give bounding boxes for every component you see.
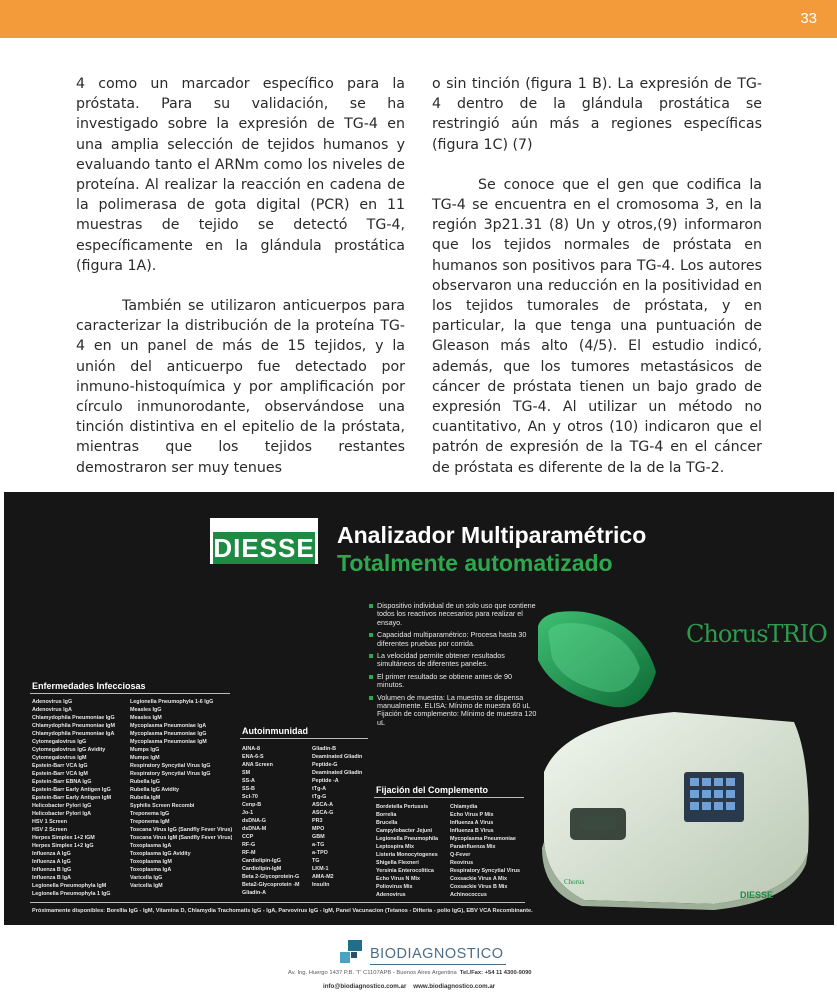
paragraph: o sin tinción (figura 1 B). La expresión de TG-4 dentro de la glándula prostática se restringió aún más a regiones específicas (figura 1C) (7) xyxy=(432,76,762,153)
test-item: Influenza A IgG xyxy=(32,859,71,865)
test-item: Influenza A Virus xyxy=(450,820,494,826)
analyzer-image xyxy=(524,602,814,912)
test-item: Mycoplasma Pneumoniae IgG xyxy=(130,731,207,737)
divider xyxy=(374,797,524,798)
test-item: Campylobacter Jejuni xyxy=(376,828,433,834)
test-item: Cardiolipin-IgM xyxy=(242,866,282,872)
test-item: MPO xyxy=(312,826,325,832)
test-item: Legionella Pneumophyla 1-6 IgG xyxy=(130,699,214,705)
divider xyxy=(30,693,230,694)
test-item: GBM xyxy=(312,834,325,840)
section-title-autoinmunidad: Autoinmunidad xyxy=(242,726,308,736)
test-item: SM xyxy=(242,770,251,776)
test-item: Yersinia Enterocolitica xyxy=(376,868,434,874)
test-item: AMA-M2 xyxy=(312,874,334,880)
feature-list xyxy=(369,602,539,731)
test-item: Treponema IgM xyxy=(130,819,170,825)
header-bar xyxy=(0,0,837,38)
test-item: TG xyxy=(312,858,320,864)
fijacion-list xyxy=(376,803,546,899)
test-item: Rubella IgG xyxy=(130,779,160,785)
test-item: Gliadin-B xyxy=(312,746,336,752)
test-item: Legionella Pneumophyla IgM xyxy=(32,883,107,889)
paragraph: Se conoce que el gen que codifica la TG-4 se encuentra en el cromosoma 3, en la región 3p21.31 (8) Un y otros,(9) informaron que los tejidos normales de próstata en humanos son positivos para TG-4. Los autores observaron una reducción en la positividad en los tejidos tumorales de próstata, y en particular, la que tenga una puntuación de Gleason más alto (4/5). El estudio indicó, además, que los tumores metastásicos de cáncer de próstata tienen un bajo grado de expresión TG-4. Al utilizar un método no cuantitativo, An y otros (10) indicaron que el patrón de expresión de la TG-4 en el cáncer de próstata es diferente de la de la TG-2. xyxy=(432,176,762,476)
test-item xyxy=(130,890,232,898)
test-item: Chlamydia xyxy=(450,804,478,810)
test-item: AINA-8 xyxy=(242,746,260,752)
test-item: Peptide-G xyxy=(312,762,338,768)
test-item: Adenovirus IgG xyxy=(32,699,73,705)
test-item: Cytomegalovirus IgG xyxy=(32,739,87,745)
test-item: Shigella Flexneri xyxy=(376,860,419,866)
test-item: Helicobacter Pylori IgG xyxy=(32,803,92,809)
address-text: Av. Ing. Huergo 1437 P.B. "I" C1107APB - Buenos Aires Argentina xyxy=(288,970,457,976)
website-link[interactable]: www.biodiagnostico.com.ar xyxy=(413,983,496,990)
test-item: Cenp-B xyxy=(242,802,262,808)
test-item: Respiratory Syncytial Virus IgG xyxy=(130,763,211,769)
test-item: Deaminated Gliadin xyxy=(312,754,363,760)
autoinmunidad-list xyxy=(242,745,368,897)
test-item: Bordetella Pertussis xyxy=(376,804,429,810)
brand-name: BIODIAGNOSTICO xyxy=(370,946,504,962)
test-item: Epstein-Barr Early Antigen IgM xyxy=(32,795,112,801)
test-item: Borrelia xyxy=(376,812,397,818)
test-item xyxy=(312,889,368,897)
test-item: Influenza B IgG xyxy=(32,867,72,873)
test-item: Epstein-Barr Early Antigen IgG xyxy=(32,787,111,793)
test-item: Legionella Pneumophila xyxy=(376,836,439,842)
test-item: SS-B xyxy=(242,786,255,792)
test-item: Epstein-Barr VCA IgG xyxy=(32,763,88,769)
infecciosas-list xyxy=(32,698,232,898)
divider xyxy=(370,964,506,965)
feature-item: La velocidad permite obtener resultados simultáneos de diferentes paneles. xyxy=(369,652,539,669)
test-item: Influenza B Virus xyxy=(450,828,494,834)
test-item: Achinococcus xyxy=(450,892,487,898)
test-item: Toxoplasma IgG Avidity xyxy=(130,851,191,857)
proximamente-note: Próximamente disponibles: Borellia IgG - IgM, Vitamina D, Chlamydia Trachomatis IgG - IgA, Parvovirus IgG - IgM, Panel Vacunacion (Tetanos - Difteria - polio IgG), EBV VCA Recombinante. xyxy=(32,908,533,914)
test-item: Treponema IgG xyxy=(130,811,170,817)
test-item: Leptospira Mix xyxy=(376,844,415,850)
test-item: Cytomegalovirus IgM xyxy=(32,755,87,761)
test-item: tTg-G xyxy=(312,794,327,800)
test-item: PR3 xyxy=(312,818,323,824)
test-item: dsDNA-G xyxy=(242,818,266,824)
test-item: Beta2-Glycoprotein -M xyxy=(242,882,300,888)
test-item: Rubella IgG Avidity xyxy=(130,787,180,793)
ad-title: Analizador Multiparamétrico xyxy=(337,522,647,548)
test-item: CCP xyxy=(242,834,254,840)
article-left-column xyxy=(76,74,405,498)
product-name: ChorusTRIO xyxy=(686,620,827,648)
test-item: Mycoplasma Pneumoniae xyxy=(450,836,516,842)
test-item: Syphilis Screen Recombi xyxy=(130,803,195,809)
test-item: Peptide -A xyxy=(312,778,339,784)
test-item: a-TG xyxy=(312,842,325,848)
article-right-column xyxy=(432,74,762,498)
test-item: ASCA-G xyxy=(312,810,334,816)
test-item: Deaminated Gliadin xyxy=(312,770,363,776)
test-item: Chlamydophila Pneumoniae IgM xyxy=(32,723,115,729)
svg-text:Chorus: Chorus xyxy=(564,878,585,886)
test-item: Parainfluenza Mix xyxy=(450,844,496,850)
test-item: Herpes Simplex 1+2 IGM xyxy=(32,835,95,841)
test-item: Q-Fever xyxy=(450,852,471,858)
feature-item: Volumen de muestra: La muestra se dispensa manualmente. ELISA: Mínimo de muestra 60 uL Fijación de complemento: Mínimo de muestra 120 uL xyxy=(369,694,539,728)
svg-text:DIESSE: DIESSE xyxy=(740,890,774,900)
test-item: Toxoplasma IgA xyxy=(130,843,172,849)
test-item: Brucella xyxy=(376,820,398,826)
test-item: Insulin xyxy=(312,882,330,888)
test-item: Reovirus xyxy=(450,860,474,866)
feature-item: El primer resultado se obtiene antes de 90 minutos. xyxy=(369,673,539,690)
test-item: RF-M xyxy=(242,850,256,856)
test-item: Legionella Pneumophyla 1 IgG xyxy=(32,891,111,897)
test-item: a-TPO xyxy=(312,850,328,856)
test-item: Mycoplasma Pneumoniae IgA xyxy=(130,723,207,729)
test-item: Influenza A IgG xyxy=(32,851,71,857)
test-item: Adenovirus IgA xyxy=(32,707,72,713)
test-item: Echo Virus P Mix xyxy=(450,812,494,818)
test-item: dsDNA-M xyxy=(242,826,267,832)
test-item: Epstein-Barr EBNA IgG xyxy=(32,779,92,785)
test-item: Coxsackie Virus B Mix xyxy=(450,884,508,890)
test-item: Jo-1 xyxy=(242,810,254,816)
test-item: ASCA-A xyxy=(312,802,333,808)
test-item: Respiratory Syncytial Virus xyxy=(450,868,521,874)
test-item: Chlamydophila Pneumoniae IgA xyxy=(32,731,115,737)
test-item: Mumps IgM xyxy=(130,755,160,761)
section-title-infecciosas: Enfermedades Infecciosas xyxy=(32,681,146,691)
divider xyxy=(30,902,525,903)
test-item: Measles IgG xyxy=(130,707,162,713)
test-item: tTg-A xyxy=(312,786,327,792)
test-item: Listeria Monocytogenes xyxy=(376,852,438,858)
feature-item: Dispositivo individual de un solo uso que contiene todos los reactivos necesarios para realizar el ensayo. xyxy=(369,602,539,627)
ad-subtitle: Totalmente automatizado xyxy=(337,550,613,576)
email-link[interactable]: info@biodiagnostico.com.ar xyxy=(323,983,407,990)
phone-text: Tel./Fax: +54 11 4300-9090 xyxy=(459,970,532,976)
test-item: Cytomegalovirus IgG Avidity xyxy=(32,747,106,753)
test-item: Measles IgM xyxy=(130,715,162,721)
feature-item: Capacidad multiparamétrico: Procesa hasta 30 diferentes pruebas por corrida. xyxy=(369,631,539,648)
test-item: Influenza B IgA xyxy=(32,875,71,881)
test-item: Coxsackie Virus A Mix xyxy=(450,876,508,882)
test-item: Poliovirus Mix xyxy=(376,884,413,890)
test-item: Epstein-Barr VCA IgM xyxy=(32,771,88,777)
test-item: Herpes Simplex 1+2 IgG xyxy=(32,843,94,849)
test-item: Toxoplasma IgM xyxy=(130,859,172,865)
section-title-fijacion: Fijación del Complemento xyxy=(376,785,489,795)
test-item: ANA Screen xyxy=(242,762,273,768)
divider xyxy=(240,738,368,739)
test-item: Respiratory Syncytial Virus IgG xyxy=(130,771,211,777)
test-item: Beta 2-Glycoprotein-G xyxy=(242,874,300,880)
test-item: Helicobacter Pylori IgA xyxy=(32,811,92,817)
test-item: Rubella IgM xyxy=(130,795,161,801)
test-item: Toxoplasma IgA xyxy=(130,867,172,873)
test-item: RF-G xyxy=(242,842,256,848)
test-item: Gliadin-A xyxy=(242,890,266,896)
diesse-logo: DIESSE xyxy=(210,518,318,564)
footer-address xyxy=(288,970,532,976)
biodiagnostico-logo-icon xyxy=(340,940,362,964)
test-item: Toscana Virus IgG (Sandfly Fever Virus) xyxy=(130,827,232,833)
page-number: 33 xyxy=(800,10,817,27)
paragraph: 4 como un marcador específico para la próstata. Para su validación, se ha investigado sobre la expresión de TG-4 en una amplia selección de tejidos humanos y evaluando tanto el ARNm como los niveles de proteína. Al realizar la reacción en cadena de la polimerasa de gota digital (PCR) en 11 muestras de tejido se detectó TG-4, específicamente en la glándula prostática (figura 1A). xyxy=(76,76,405,274)
test-item: Mumps IgG xyxy=(130,747,160,753)
test-item: Chlamydophila Pneumoniae IgG xyxy=(32,715,115,721)
test-item: Cardiolipin-IgG xyxy=(242,858,281,864)
test-item: Mycoplasma Pneumoniae IgM xyxy=(130,739,207,745)
test-item: Echo Virus N Mix xyxy=(376,876,420,882)
advertisement xyxy=(4,492,834,925)
test-item: LKM-1 xyxy=(312,866,329,872)
test-item: Scl-70 xyxy=(242,794,258,800)
footer-contact xyxy=(323,983,495,990)
test-item: Varicella IgG xyxy=(130,875,163,881)
test-item: HSV 2 Screen xyxy=(32,827,68,833)
test-item: SS-A xyxy=(242,778,255,784)
test-item: Adenovirus xyxy=(376,892,406,898)
paragraph: También se utilizaron anticuerpos para caracterizar la distribución de la proteína TG-4 en un panel de más de 15 tejidos, y la unión del anticuerpo fue detectado por inmuno-histoquímica y por amplificación por círculo inmunorodante, observándose una tinción distintiva en el epitelio de la próstata, mientras que los tejidos restantes demostraron ser muy tenues xyxy=(76,298,405,476)
test-item: Varicella IgM xyxy=(130,883,163,889)
test-item: HSV 1 Screen xyxy=(32,819,68,825)
test-item: Toscana Virus IgM (Sandfly Fever Virus) xyxy=(130,835,232,841)
test-item: ENA-6-S xyxy=(242,754,264,760)
